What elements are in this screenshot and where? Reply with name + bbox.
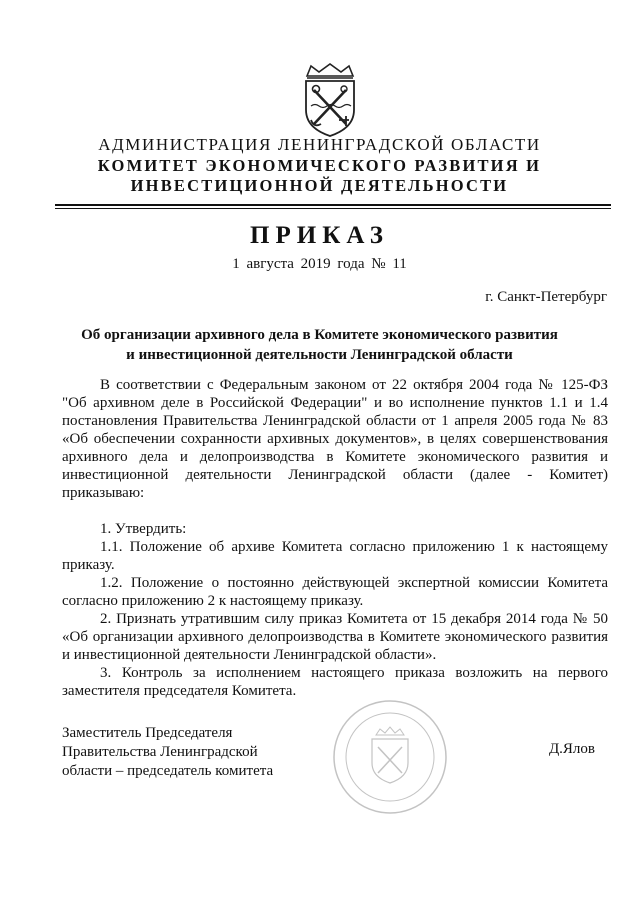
subject-line1: Об организации архивного дела в Комитете экономического развития <box>81 327 558 343</box>
document-city: г. Санкт-Петербург <box>485 289 607 305</box>
signatory-position-line1: Заместитель Председателя <box>62 725 233 741</box>
item-1-1: 1.1. Положение об архиве Комитета согласно приложению 1 к настоящему приказу. <box>62 539 608 573</box>
coat-of-arms-icon <box>299 62 361 138</box>
committee-name-line2: ИНВЕСТИЦИОННОЙ ДЕЯТЕЛЬНОСТИ <box>130 176 509 195</box>
header-divider-thick <box>55 204 611 206</box>
preamble-paragraph: В соответствии с Федеральным законом от 22 октября 2004 года № 125-ФЗ "Об архивном деле в Российской Федерации" и во исполнение пунктов 1.1 и 1.4 постановления Правительства Ленинградской области от 1 апреля 2005 года № 83 «Об обеспечении сохранности архивных документов», в целях совершенствования архивного дела и делопроизводства в Комитете экономического развития и инвестиционной деятельности Ленинградской области (далее - Комитет) приказываю: <box>62 377 608 501</box>
document-date-number: 1 августа 2019 года № 11 <box>232 256 407 272</box>
document-subject <box>0 325 639 365</box>
administration-name: АДМИНИСТРАЦИЯ ЛЕНИНГРАДСКОЙ ОБЛАСТИ <box>98 135 541 154</box>
document-title: ПРИКАЗ <box>250 222 389 249</box>
item-1: 1. Утвердить: <box>100 521 187 537</box>
signatory-position-line2: Правительства Ленинградской <box>62 744 258 760</box>
item-2: 2. Признать утратившим силу приказ Комитета от 15 декабря 2014 года № 50 «Об организации архивного делопроизводства в Комитете экономического развития и инвестиционной деятельности Ленинградской области». <box>62 611 608 663</box>
item-1-2: 1.2. Положение о постоянно действующей экспертной комиссии Комитета согласно приложению 2 к настоящему приказу. <box>62 575 608 609</box>
item-3: 3. Контроль за исполнением настоящего приказа возложить на первого заместителя председателя Комитета. <box>62 665 608 699</box>
header-divider-thin <box>55 208 611 209</box>
signatory-position-line3: области – председатель комитета <box>62 763 274 779</box>
document-body <box>62 376 608 700</box>
subject-line2: и инвестиционной деятельности Ленинградской области <box>126 347 513 363</box>
official-seal-stamp <box>330 695 450 820</box>
committee-name-line1: КОМИТЕТ ЭКОНОМИЧЕСКОГО РАЗВИТИЯ И <box>97 156 542 175</box>
signatory-name: Д.Ялов <box>548 741 595 757</box>
signatory-position <box>62 724 273 781</box>
